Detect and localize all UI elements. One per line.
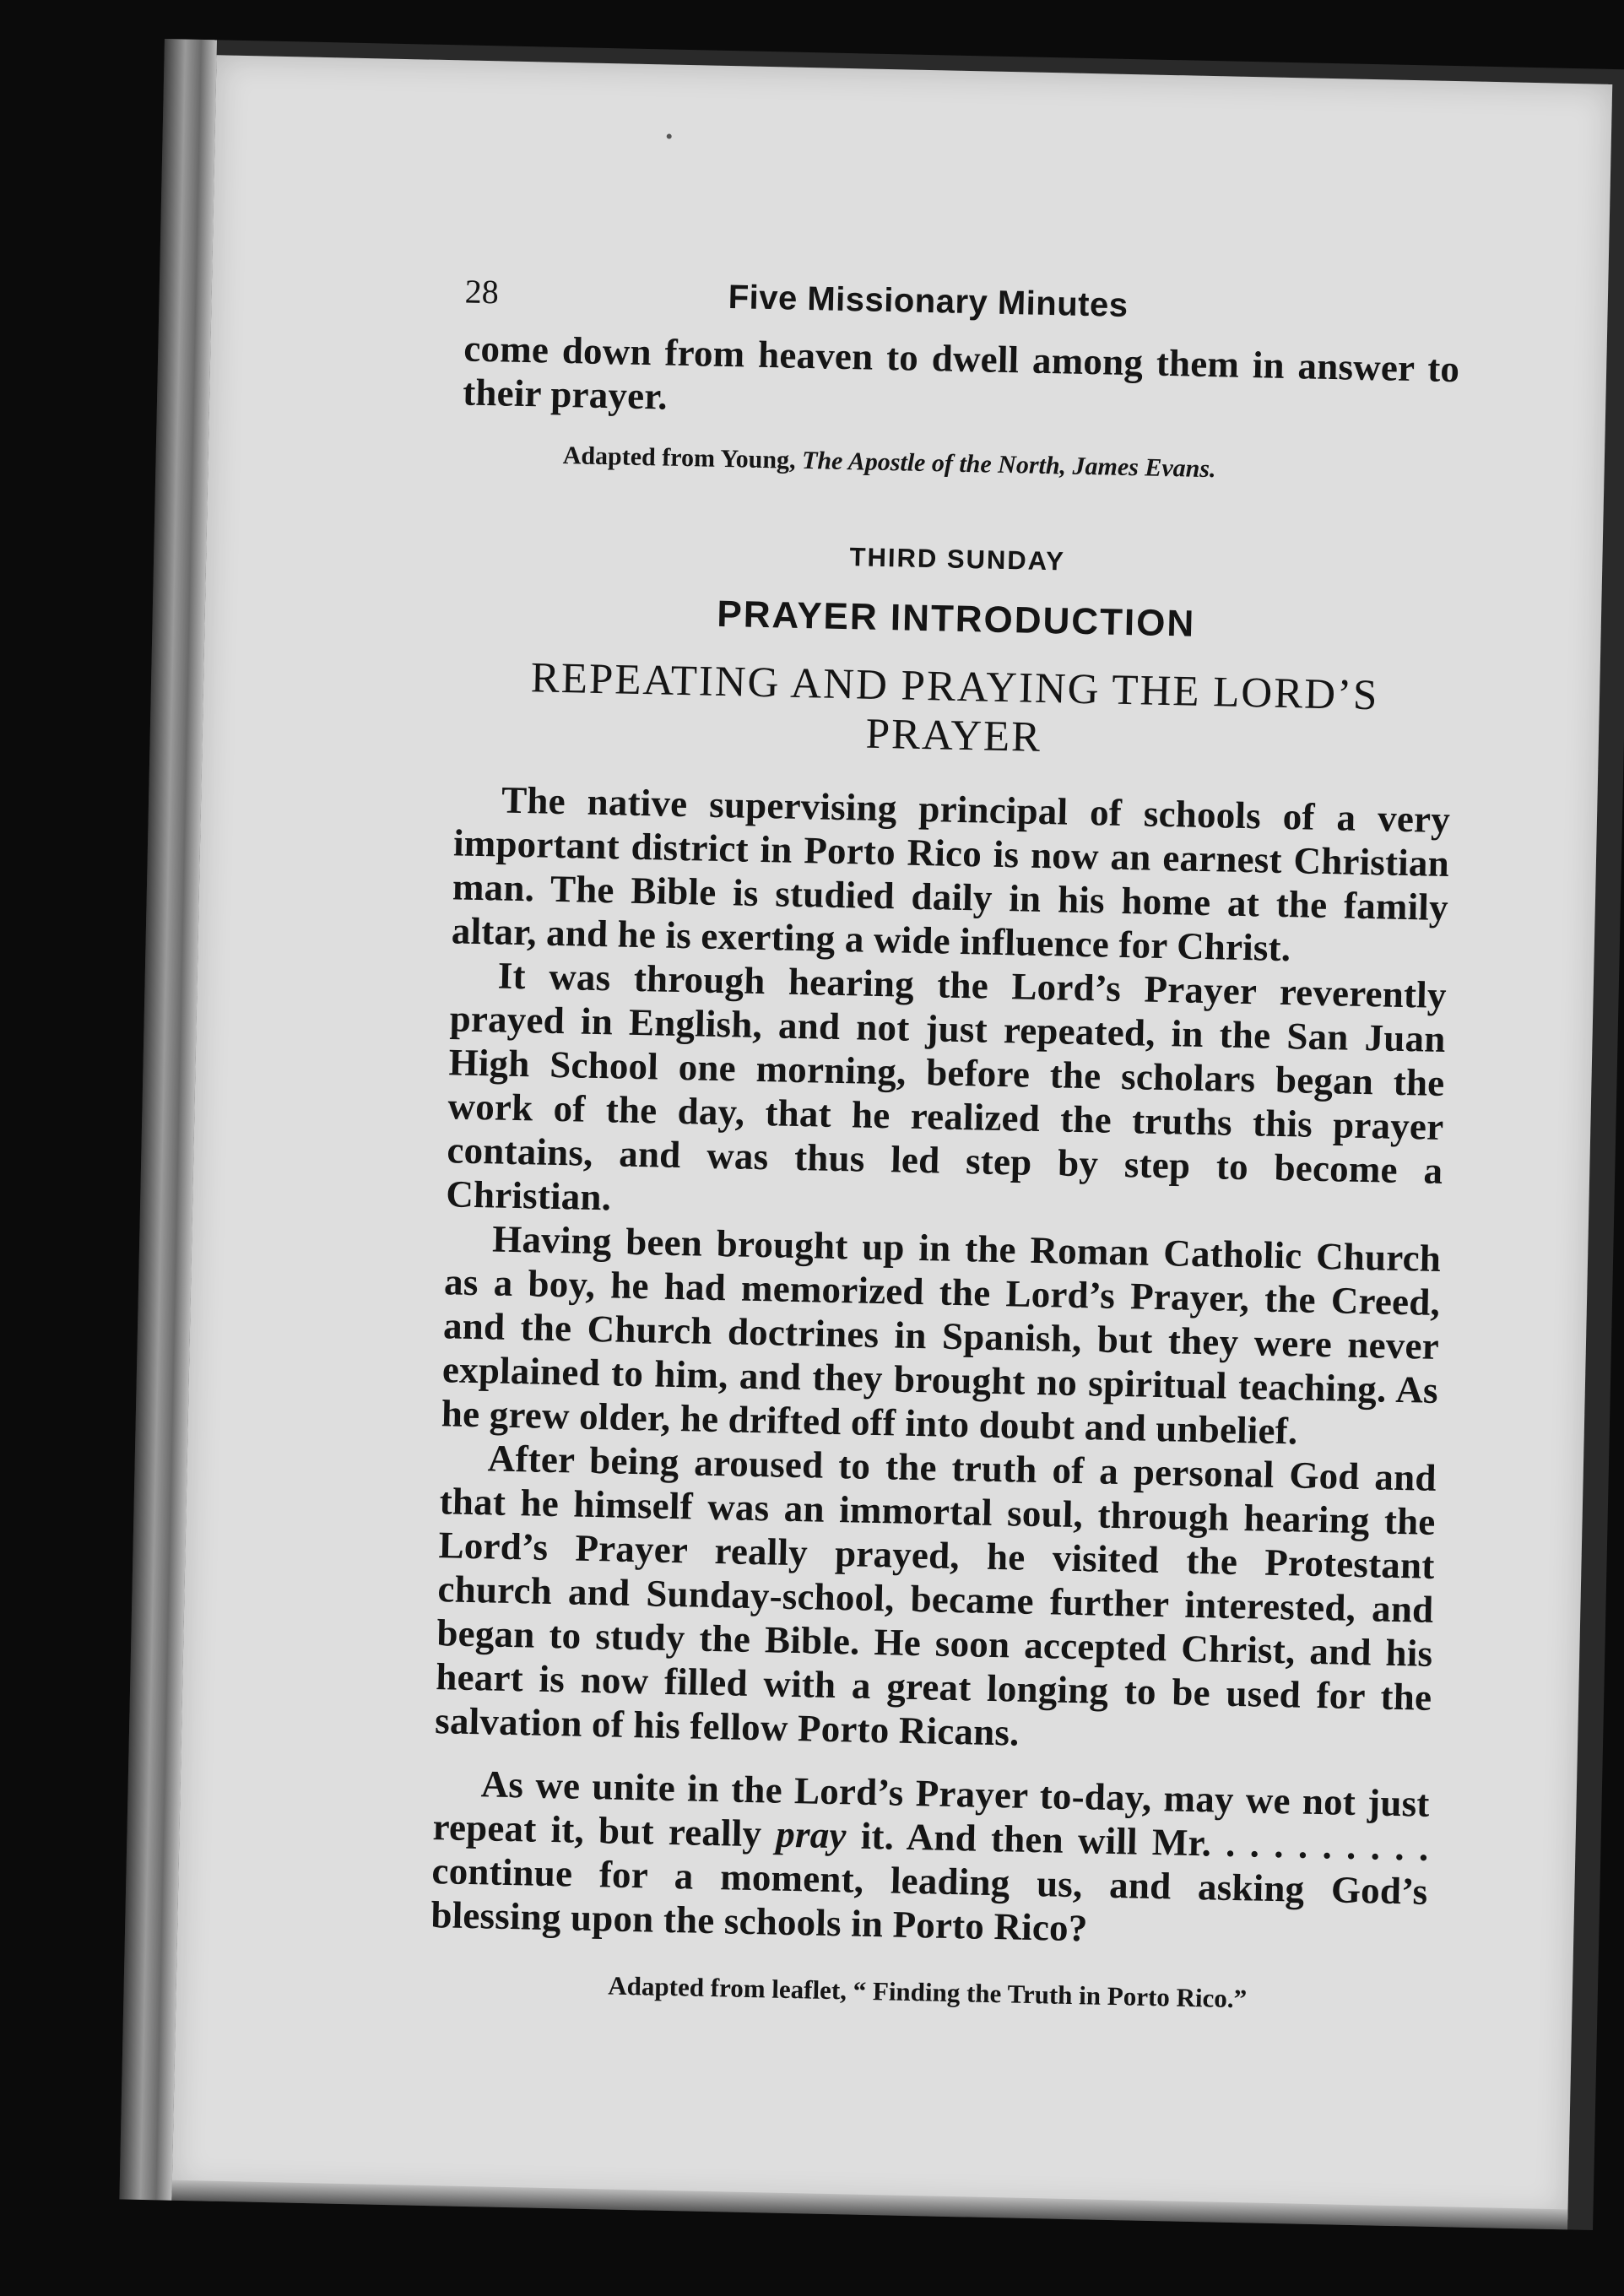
attribution-prefix: Adapted from Young, bbox=[562, 441, 796, 474]
final-attribution: Adapted from leaflet, “ Finding the Truth in Porto Rico.” bbox=[608, 1970, 1248, 2014]
body-paragraph: The native supervising principal of schools of a very important district in Porto Rico is now an earnest Christian man. The Bible is studied daily in his home at the family altar, and he is exerting a wide influence for Christ. bbox=[451, 778, 1451, 970]
section-title: REPEATING AND PRAYING THE LORD’S PRAYER bbox=[530, 654, 1379, 761]
book-page-photo bbox=[119, 39, 1624, 2230]
source-attribution bbox=[562, 441, 1457, 489]
section-heading: PRAYER INTRODUCTION bbox=[716, 593, 1196, 645]
body-paragraph: It was through hearing the Lord’s Prayer reverently prayed in English, and not just repeated, in the San Juan High School one morning, before the scholars began the work of the day, that he realized the truths this prayer contains, and was thus led step by step to become a Christian. bbox=[445, 954, 1448, 1219]
closing-text-part1: As we unite in the Lord’s Prayer to-day, may we not just repeat it, but really bbox=[432, 1763, 1431, 1855]
continued-paragraph: come down from heaven to dwell among them in answer to their prayer. bbox=[462, 327, 1460, 418]
attribution-work: The Apostle of the North, James Evans. bbox=[801, 446, 1216, 484]
page-surface bbox=[172, 55, 1613, 2219]
closing-paragraph bbox=[430, 1761, 1430, 1958]
text-block bbox=[429, 272, 1461, 2018]
section-label: THIRD SUNDAY bbox=[849, 542, 1066, 577]
closing-emphasis: pray bbox=[775, 1812, 847, 1857]
running-head bbox=[464, 272, 1461, 333]
body-paragraph: Having been brought up in the Roman Catholic Church as a boy, he had memorized the Lord’s Prayer, the Creed, and the Church doctrines in Spanish, but they were never explained to him, and they brought no spiritual teaching. As he grew older, he drifted off into doubt and unbelief. bbox=[441, 1217, 1442, 1453]
body-paragraph: After being aroused to the truth of a personal God and that he himself was an immortal soul, through hearing the Lord’s Prayer really prayed, he visited the Protestant church and Sunday-school, became further interested, and began to study the Bible. He soon accepted Christ, and his heart is now filled with a great longing to be used for the salvation of his fellow Porto Ricans. bbox=[434, 1437, 1437, 1754]
page-number: 28 bbox=[464, 272, 500, 311]
closing-text-part2: it. And then will Mr. . . . . . . . . . continue for a moment, leading us, and asking God’s blessing upon the schools in Porto Rico? bbox=[430, 1814, 1429, 1950]
book-title: Five Missionary Minutes bbox=[728, 279, 1129, 324]
ink-speck bbox=[667, 133, 672, 138]
